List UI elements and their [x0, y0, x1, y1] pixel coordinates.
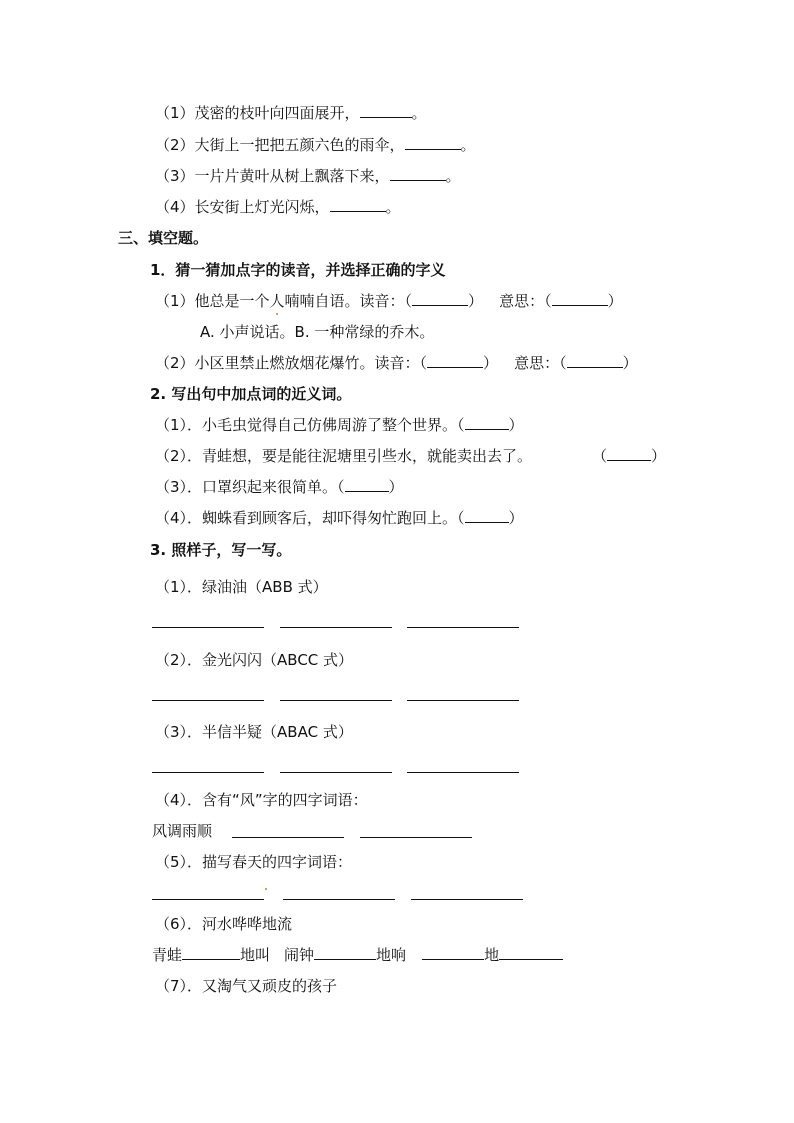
- q3-part-6-words: [152, 945, 563, 965]
- answer-blank[interactable]: [330, 197, 386, 212]
- answer-blank[interactable]: [314, 945, 376, 960]
- word-qingwa: 青蛙: [152, 946, 183, 964]
- answer-blank[interactable]: [360, 103, 412, 118]
- answer-blank[interactable]: [552, 291, 608, 306]
- answer-blank[interactable]: [405, 135, 461, 150]
- close-paren: ）: [388, 478, 404, 496]
- q3-part-2: （2）．金光闪闪（ABCC 式）: [155, 651, 354, 669]
- answer-line[interactable]: [407, 700, 519, 701]
- answer-line[interactable]: [280, 700, 392, 701]
- word-naozhong: 闹钟: [284, 946, 315, 964]
- answer-line[interactable]: [152, 627, 264, 628]
- answer-blank[interactable]: [427, 353, 483, 368]
- meaning-label: 意思：（: [514, 354, 567, 372]
- answer-blank[interactable]: [465, 508, 509, 523]
- word-dijiao: 地叫: [240, 946, 271, 964]
- close-paren: ）: [508, 416, 524, 434]
- s2-item-3-text: （3）一片片黄叶从树上飘落下来，: [155, 167, 390, 185]
- answer-line[interactable]: [280, 772, 392, 773]
- answer-line[interactable]: [411, 899, 523, 900]
- answer-blank[interactable]: [607, 446, 651, 461]
- q3-part-4-example: 风调雨顺: [152, 822, 213, 840]
- s2-item-2: [155, 135, 476, 155]
- q2-item-1: [155, 415, 524, 435]
- answer-line[interactable]: [407, 627, 519, 628]
- section-3-title: 三、填空题。: [118, 229, 209, 247]
- answer-blank[interactable]: [567, 353, 623, 368]
- answer-line[interactable]: [407, 772, 519, 773]
- emphasis-dot: [276, 313, 278, 315]
- s2-item-2-end: 。: [460, 136, 476, 154]
- answer-line[interactable]: [152, 772, 264, 773]
- q1-item-2: [155, 353, 638, 373]
- q2-item-2: [155, 446, 532, 466]
- q2-item-3-text: （3）．口罩织起来很简单。（: [155, 478, 345, 496]
- q3-part-1: （1）．绿油油（ABB 式）: [155, 578, 328, 596]
- q1-options: A. 小声说话。B. 一种常绿的乔木。: [200, 323, 435, 341]
- answer-line[interactable]: [152, 899, 264, 900]
- q2-item-2-answer: [592, 446, 666, 466]
- close-paren: ）: [607, 292, 623, 310]
- close-paren: ）: [468, 292, 484, 310]
- q2-item-4: [155, 508, 524, 528]
- word-di: 地: [484, 946, 500, 964]
- answer-line[interactable]: [283, 899, 395, 900]
- s2-item-3-end: 。: [445, 167, 461, 185]
- open-paren: （: [592, 447, 608, 465]
- s2-item-4-text: （4）长安街上灯光闪烁，: [155, 198, 330, 216]
- close-paren: ）: [483, 354, 499, 372]
- answer-blank[interactable]: [182, 945, 240, 960]
- meaning-label: 意思：（: [499, 292, 552, 310]
- answer-line[interactable]: [360, 837, 472, 838]
- close-paren: ）: [622, 354, 638, 372]
- q1-title: 1．猜一猜加点字的读音，并选择正确的字义: [150, 261, 446, 279]
- stray-dot: [265, 888, 267, 890]
- s2-item-4-end: 。: [385, 198, 401, 216]
- s2-item-3: [155, 166, 461, 186]
- q3-part-4: （4）．含有“风”字的四字词语：: [155, 791, 368, 809]
- answer-line[interactable]: [152, 700, 264, 701]
- answer-blank[interactable]: [422, 945, 484, 960]
- s2-item-2-text: （2）大街上一把把五颜六色的雨伞，: [155, 136, 405, 154]
- answer-blank[interactable]: [499, 945, 563, 960]
- q3-part-6: （6）．河水哗哗地流: [155, 915, 293, 933]
- answer-blank[interactable]: [412, 291, 468, 306]
- close-paren: ）: [508, 509, 524, 527]
- q2-item-3: [155, 477, 404, 497]
- q2-item-2-text: （2）．青蛙想，要是能往泥塘里引些水，就能卖出去了。: [155, 447, 533, 465]
- s2-item-4: [155, 197, 401, 217]
- answer-blank[interactable]: [390, 166, 446, 181]
- answer-blank[interactable]: [465, 415, 509, 430]
- q3-part-3: （3）．半信半疑（ABAC 式）: [155, 723, 353, 741]
- q3-part-5: （5）．描写春天的四字词语：: [155, 853, 353, 871]
- q3-title: 3. 照样子，写一写。: [150, 541, 292, 559]
- answer-line[interactable]: [280, 627, 392, 628]
- q1-item-1-text: （1）他总是一个人喃喃自语。读音：（: [155, 292, 413, 310]
- q3-part-7: （7）．又淘气又顽皮的孩子: [155, 977, 338, 995]
- close-paren: ）: [651, 447, 667, 465]
- s2-item-1-end: 。: [411, 104, 427, 122]
- q2-item-1-text: （1）．小毛虫觉得自己仿佛周游了整个世界。（: [155, 416, 465, 434]
- q2-item-4-text: （4）．蜘蛛看到顾客后，却吓得匆忙跑回上。（: [155, 509, 465, 527]
- answer-line[interactable]: [232, 837, 344, 838]
- q1-item-2-text: （2）小区里禁止燃放烟花爆竹。读音：（: [155, 354, 428, 372]
- q2-title: 2. 写出句中加点词的近义词。: [150, 385, 352, 403]
- q1-item-1: [155, 291, 623, 311]
- word-dixiang: 地响: [376, 946, 407, 964]
- s2-item-1: [155, 103, 427, 123]
- s2-item-1-text: （1）茂密的枝叶向四面展开，: [155, 104, 360, 122]
- answer-blank[interactable]: [345, 477, 389, 492]
